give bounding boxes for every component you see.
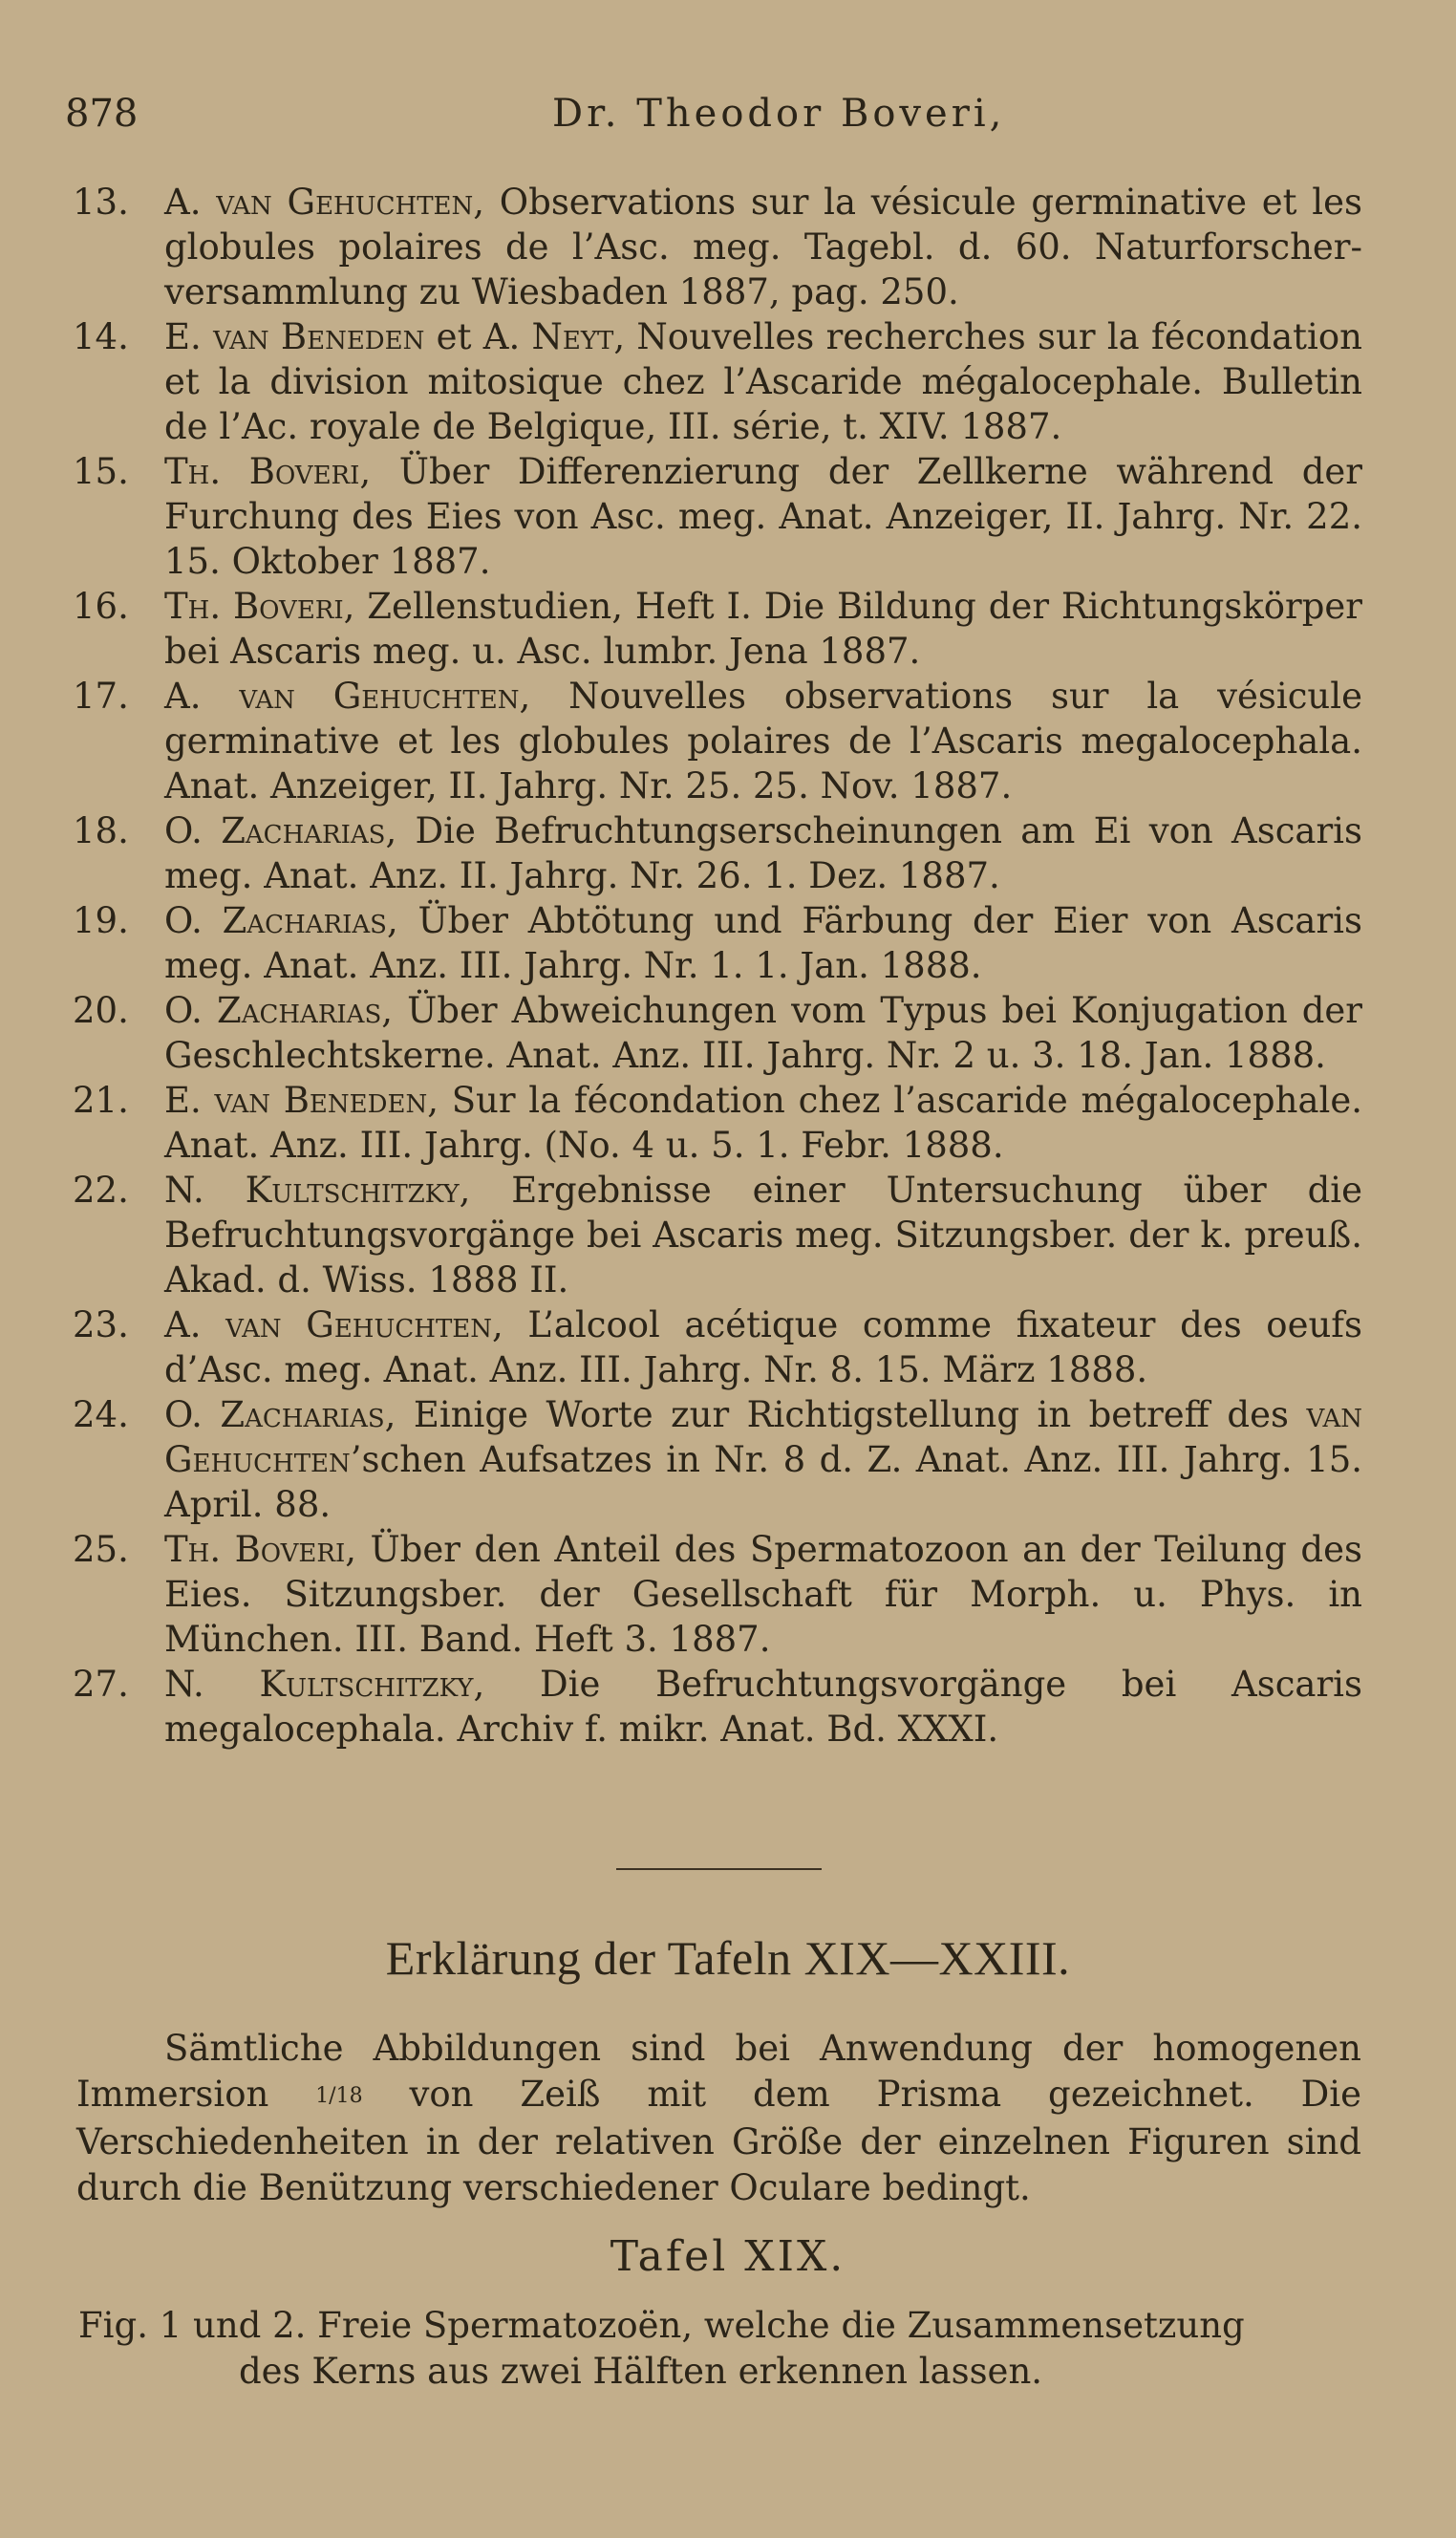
intro-text-a: Sämtliche Abbildungen sind bei Anwendung der homogenen Immersion bbox=[76, 2028, 1361, 2115]
section-heading: Erklärung der Tafeln XIX—XXIII. bbox=[385, 1931, 1071, 1985]
reference-text: Einige Worte zur Richtigstellung in betreff des bbox=[396, 1394, 1307, 1435]
section-divider bbox=[616, 1868, 822, 1870]
reference-number: 25. bbox=[73, 1529, 129, 1570]
plate-title: Tafel XIX. bbox=[610, 2232, 846, 2281]
reference-number: 13. bbox=[73, 182, 129, 223]
reference-number: 22. bbox=[73, 1170, 129, 1211]
reference-number: 16. bbox=[73, 586, 129, 627]
reference-27 bbox=[73, 1662, 1362, 1752]
reference-author: O. Zacharias, bbox=[164, 990, 394, 1031]
page-number: 878 bbox=[65, 92, 139, 136]
reference-text: Die Befruchtungserscheinungen am Ei von Ascaris meg. Anat. Anz. II. Jahrg. Nr. 26. 1. Dez. 1887. bbox=[164, 810, 1362, 896]
reference-text: L’alcool acétique comme fixateur des oeufs d’Asc. meg. Anat. Anz. III. Jahrg. Nr. 8. 15. März 1888. bbox=[164, 1304, 1362, 1390]
reference-list bbox=[73, 180, 1362, 1752]
reference-author: O. Zacharias, bbox=[164, 810, 397, 851]
reference-author: Th. Boveri, bbox=[164, 586, 355, 627]
reference-number: 21. bbox=[73, 1080, 129, 1121]
reference-author: N. Kultschitzky, bbox=[164, 1170, 471, 1211]
running-title: Dr. Theodor Boveri, bbox=[552, 92, 1006, 136]
reference-14 bbox=[73, 314, 1362, 449]
reference-25 bbox=[73, 1527, 1362, 1662]
reference-22 bbox=[73, 1168, 1362, 1302]
reference-number: 17. bbox=[73, 676, 129, 717]
reference-17 bbox=[73, 674, 1362, 808]
reference-16 bbox=[73, 584, 1362, 674]
reference-number: 14. bbox=[73, 316, 129, 357]
figure-caption bbox=[78, 2303, 1363, 2395]
reference-number: 27. bbox=[73, 1664, 129, 1705]
reference-author: N. Kultschitzky, bbox=[164, 1664, 485, 1705]
reference-text: Sur la fécondation chez l’ascaride mégalocephale. Anat. Anz. III. Jahrg. (No. 4 u. 5. 1. Febr. 1888. bbox=[164, 1080, 1362, 1166]
reference-text-2: Nouvelles recherches sur la fécondation et la division mitosique chez l’Ascaride mégalocephale. Bulletin de l’Ac. royale de Belgique, III. série, t. XIV. 1887. bbox=[164, 316, 1362, 447]
reference-text: Über Abweichungen vom Typus bei Konjugation der Geschlechtskerne. Anat. Anz. III. Jahrg. Nr. 2 u. 3. 18. Jan. 1888. bbox=[164, 990, 1362, 1076]
running-header bbox=[65, 92, 1383, 145]
reference-13 bbox=[73, 180, 1362, 314]
immersion-fraction: 1/18 bbox=[315, 2084, 363, 2108]
reference-text: Nouvelles observations sur la vésicule germinative et les globules polaires de l’Ascaris megalocephala. Anat. Anzeiger, II. Jahrg. Nr. 25. 25. Nov. 1887. bbox=[164, 676, 1362, 807]
figure-caption-line-2: des Kerns aus zwei Hälften erkennen lassen. bbox=[239, 2351, 1043, 2392]
reference-author-2: A. Neyt, bbox=[482, 316, 626, 357]
reference-15 bbox=[73, 449, 1362, 584]
reference-author: Th. Boveri, bbox=[164, 451, 372, 492]
reference-author: O. Zacharias, bbox=[164, 900, 398, 941]
reference-number: 24. bbox=[73, 1394, 129, 1435]
reference-20 bbox=[73, 988, 1362, 1078]
reference-24 bbox=[73, 1392, 1362, 1527]
reference-23 bbox=[73, 1302, 1362, 1392]
reference-text: Zellenstudien, Heft I. Die Bildung der Richtungskörper bei Ascaris meg. u. Asc. lumbr. Jena 1887. bbox=[164, 586, 1362, 672]
reference-author: E. van Beneden bbox=[164, 316, 425, 357]
reference-author: A. van Gehuchten, bbox=[164, 1304, 503, 1345]
reference-text: Observations sur la vésicule germinative et les globules polaires de l’Asc. meg. Tagebl. d. 60. Naturforscher-versammlung zu Wiesbaden 1887, pag. 250. bbox=[164, 182, 1362, 312]
reference-number: 19. bbox=[73, 900, 129, 941]
reference-text: Über Differenzierung der Zellkerne während der Furchung des Eies von Asc. meg. Anat. Anzeiger, II. Jahrg. Nr. 22. 15. Oktober 1887. bbox=[164, 451, 1362, 582]
reference-author: A. van Gehuchten, bbox=[164, 182, 485, 223]
reference-text: Über den Anteil des Spermatozoon an der Teilung des Eies. Sitzungsber. der Gesellschaft für Morph. u. Phys. in München. III. Band. Heft 3. 1887. bbox=[164, 1529, 1362, 1660]
reference-author: O. Zacharias, bbox=[164, 1394, 396, 1435]
intro-paragraph bbox=[76, 2026, 1361, 2211]
reference-author: Th. Boveri, bbox=[164, 1529, 357, 1570]
reference-number: 15. bbox=[73, 451, 129, 492]
reference-text: Ergebnisse einer Untersuchung über die Befruchtungsvorgänge bei Ascaris meg. Sitzungsber. der k. preuß. Akad. d. Wiss. 1888 II. bbox=[164, 1170, 1363, 1301]
reference-number: 23. bbox=[73, 1304, 129, 1345]
figure-caption-line-1: Fig. 1 und 2. Freie Spermatozoën, welche die Zusammensetzung bbox=[78, 2305, 1245, 2346]
intro-text-b: von Zeiß mit dem Prisma gezeichnet. Die Verschiedenheiten in der relativen Größe der einzelnen Figuren sind durch die Benützung verschiedener Oculare bedingt. bbox=[76, 2074, 1361, 2208]
reference-21 bbox=[73, 1078, 1362, 1168]
reference-text-2: ’schen Aufsatzes in Nr. 8 d. Z. Anat. Anz. III. Jahrg. 15. April. 88. bbox=[164, 1439, 1362, 1525]
reference-18 bbox=[73, 808, 1362, 898]
reference-author: E. van Beneden, bbox=[164, 1080, 439, 1121]
reference-text: et bbox=[424, 316, 483, 357]
reference-19 bbox=[73, 898, 1362, 988]
reference-author: A. van Gehuchten, bbox=[164, 676, 531, 717]
reference-text: Über Abtötung und Färbung der Eier von Ascaris meg. Anat. Anz. III. Jahrg. Nr. 1. 1. Jan. 1888. bbox=[164, 900, 1362, 986]
reference-number: 18. bbox=[73, 810, 129, 851]
reference-number: 20. bbox=[73, 990, 129, 1031]
reference-author-2: van Gehuchten bbox=[164, 1394, 1362, 1480]
reference-text: Die Befruchtungsvorgänge bei Ascaris megalocephala. Archiv f. mikr. Anat. Bd. XXXI. bbox=[164, 1664, 1362, 1750]
